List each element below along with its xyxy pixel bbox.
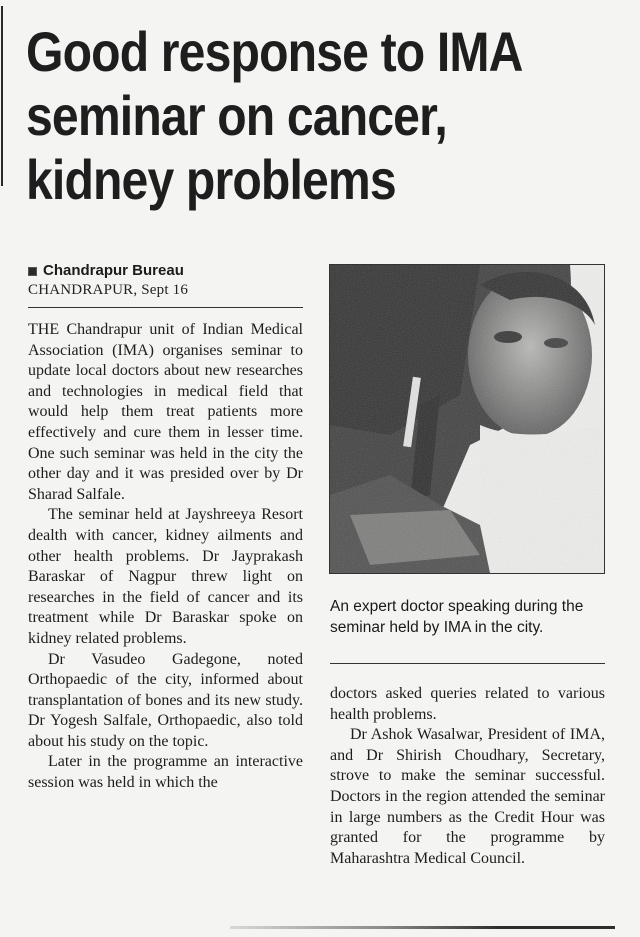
article-photo xyxy=(329,264,605,574)
byline xyxy=(28,262,303,300)
dateline: CHANDRAPUR, Sept 16 xyxy=(28,282,189,298)
bottom-border-rule xyxy=(230,926,615,929)
byline-divider xyxy=(28,307,303,308)
headline-line-2: seminar on cancer, xyxy=(26,84,447,147)
body-column-left xyxy=(28,320,303,794)
photo-caption: An expert doctor speaking during the seminar held by IMA in the city. xyxy=(330,598,584,636)
paragraph: Dr Vasudeo Gadegone, noted Orthopaedic of the city, informed about transplantation of bones and its new study. Dr Yogesh Salfale, Orthopaedic, also told about his study on the topic. xyxy=(28,650,303,750)
paragraph: doctors asked queries related to various health problems. xyxy=(330,685,605,723)
headline-line-1: Good response to IMA xyxy=(26,20,523,83)
paragraph: The seminar held at Jayshreeya Resort dealth with cancer, kidney ailments and other health problems. Dr Jayprakash Baraskar of Nagpur threw light on researches in the field of cancer and its treatment while Dr Baraskar spoke on kidney related problems. xyxy=(28,506,303,647)
caption-divider xyxy=(330,663,605,664)
paragraph: Later in the programme an interactive session was held in which the xyxy=(28,753,303,792)
bureau-credit xyxy=(28,262,303,280)
doctor-photo-image xyxy=(330,265,604,573)
paragraph: Dr Ashok Wasalwar, President of IMA, and Dr Shirish Choudhary, Secretary, strove to make the seminar successful. Doctors in the region attended the seminar in large numbers as the Credit Hour was granted for the programme by Maharashtra Medical Council. xyxy=(330,726,605,867)
paragraph: THE Chandrapur unit of Indian Medical Association (IMA) organises seminar to update local doctors about new researches and technologies in medical field that would help them treat patients more effectively and cure them in lesser time. One such seminar was held in the city the other day and it was presided over by Dr Sharad Salfale. xyxy=(28,321,303,503)
bureau-name: Chandrapur Bureau xyxy=(43,262,184,279)
scan-margin-rule xyxy=(1,6,3,186)
square-bullet-icon xyxy=(28,267,37,276)
body-column-right xyxy=(330,684,605,869)
headline xyxy=(26,20,542,212)
headline-line-3: kidney problems xyxy=(26,148,396,211)
